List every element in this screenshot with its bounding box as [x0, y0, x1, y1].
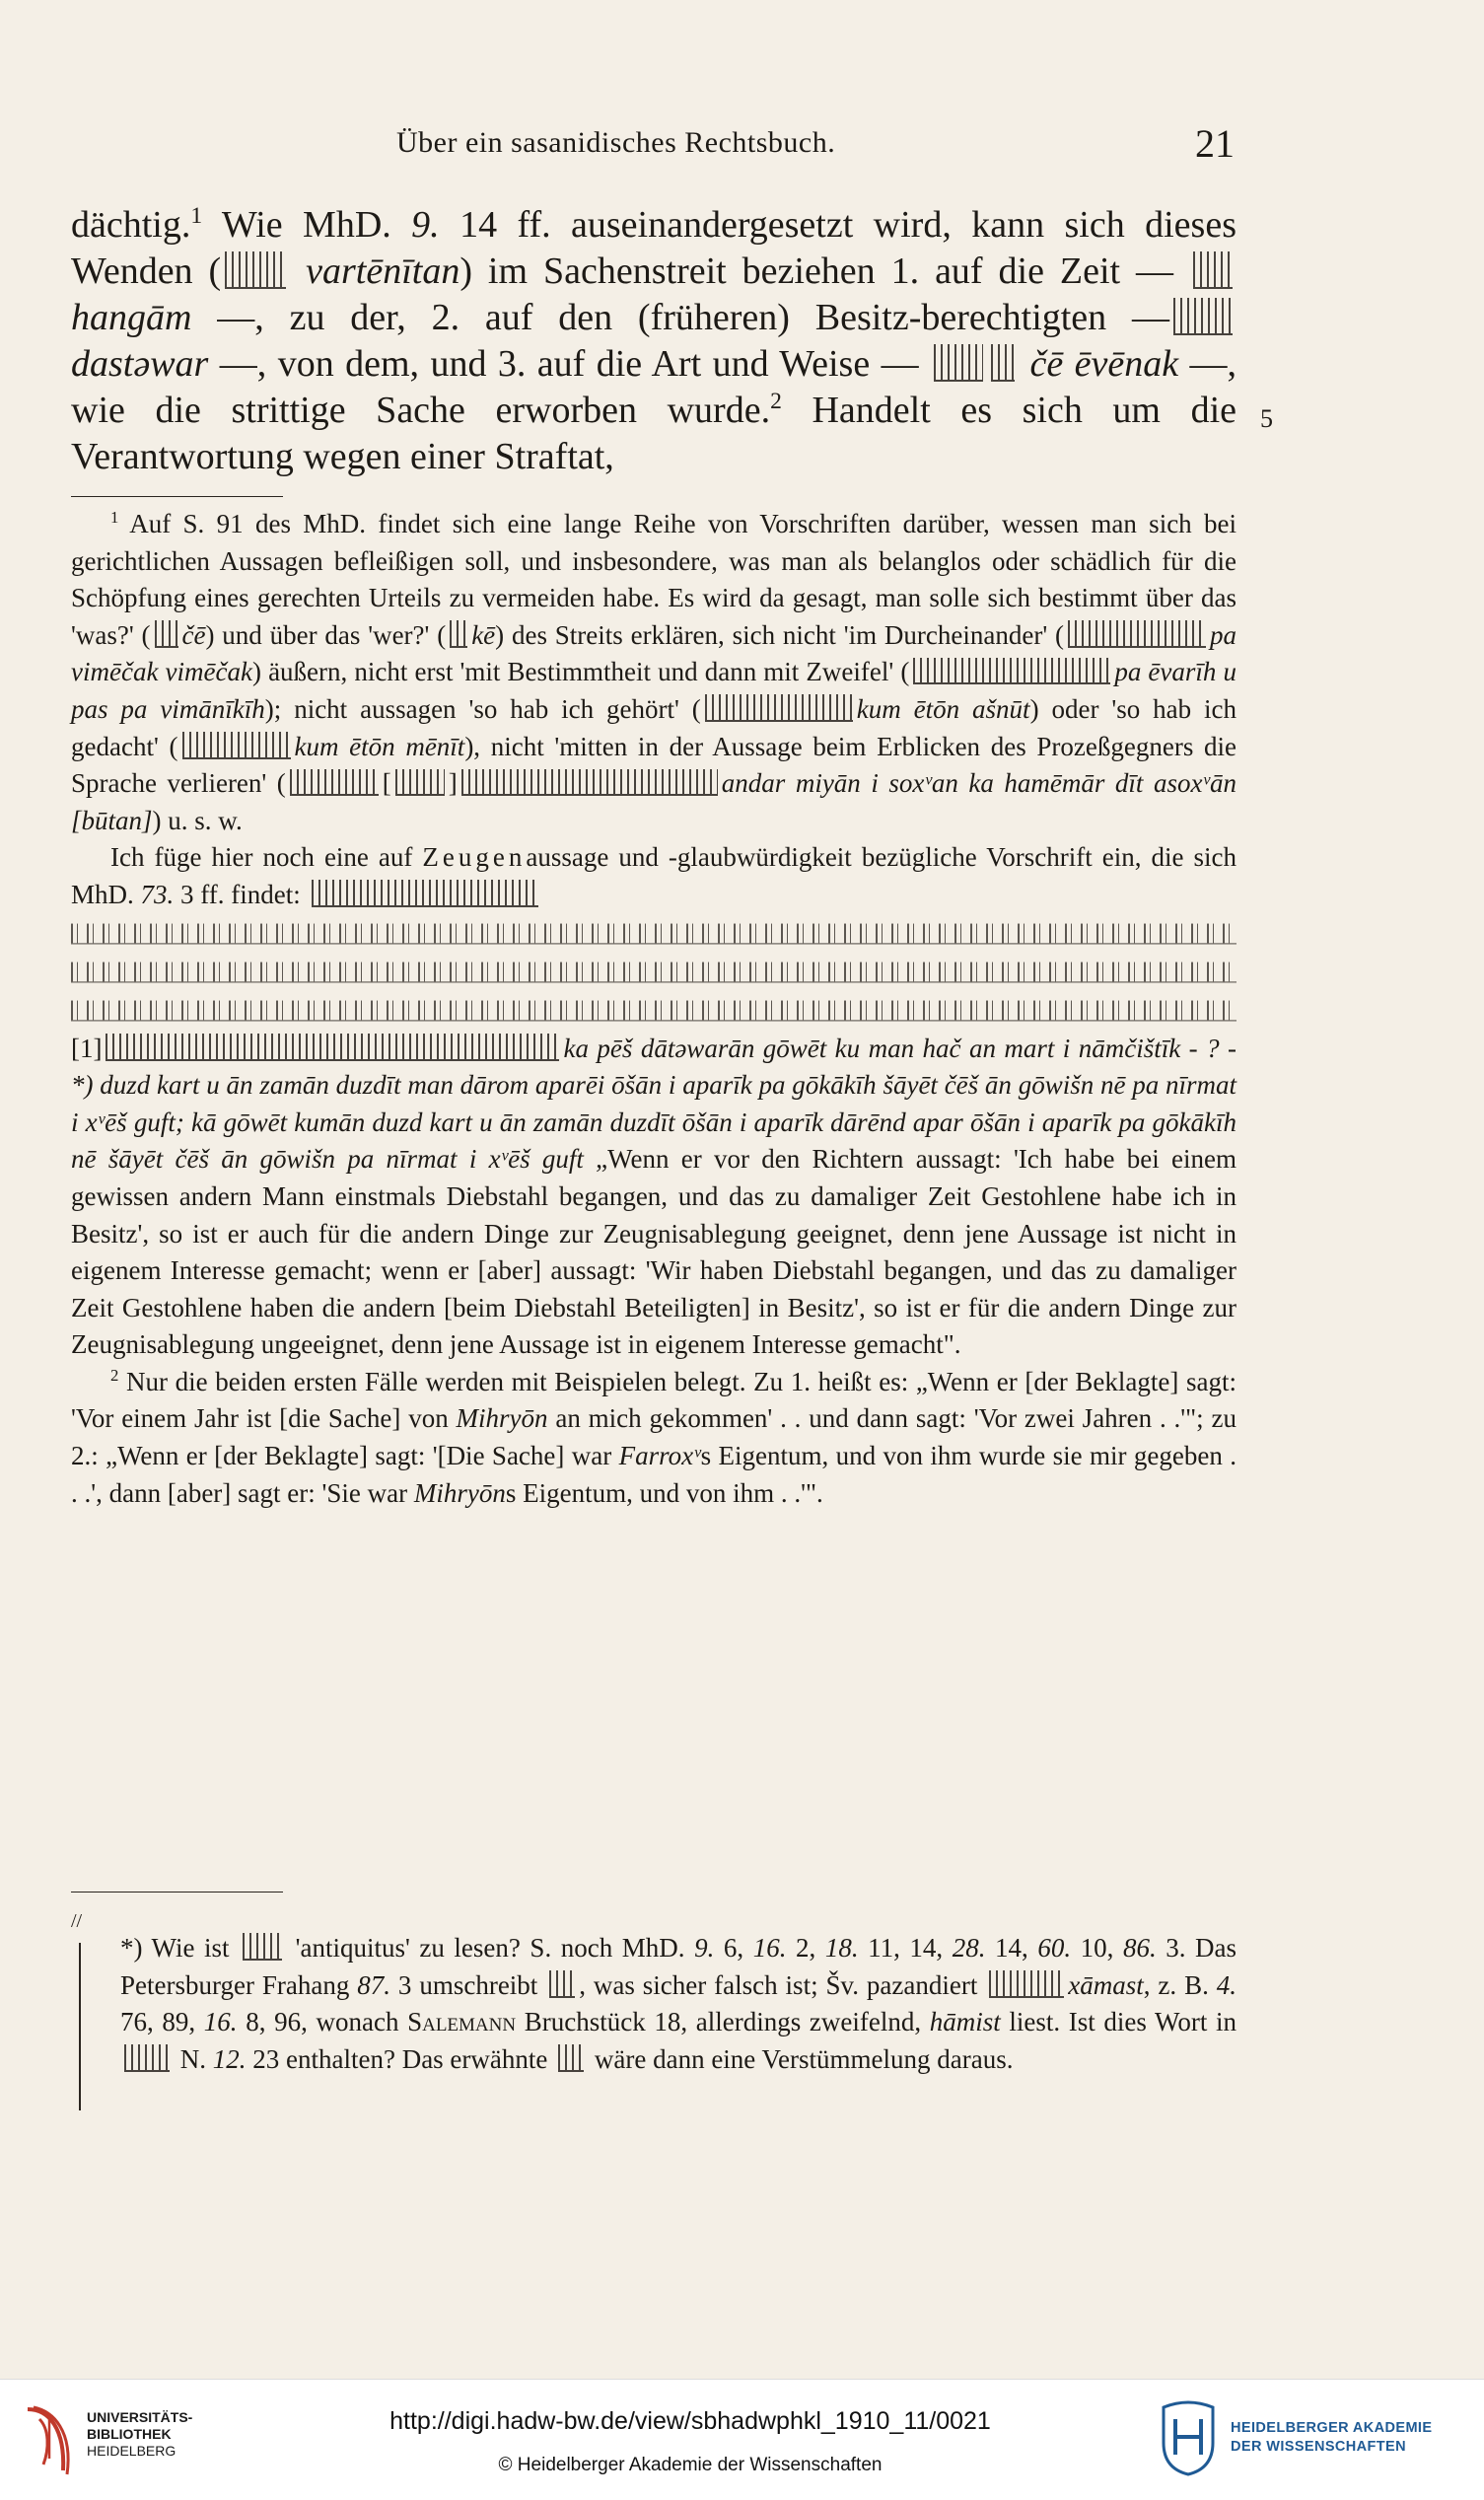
line-number: 5	[1260, 404, 1273, 433]
addendum-note	[71, 1903, 1237, 2105]
pahlavi-glyph	[1193, 251, 1233, 289]
footnotes	[71, 506, 1237, 1512]
pahlavi-glyph	[1068, 620, 1206, 648]
pahlavi-text-line	[71, 923, 1237, 944]
main-paragraph: dächtig.$^1$ Wie MhD. 9. 14 ff. auseinandergesetzt wird, kann sich dieses Wenden ( vartēnītan) im Sachenstreit beziehen 1. auf die Zeit — hangām —, zu der, 2. auf den (früheren) Besitz-berechtigten — dastəwar —, von dem, und 3. auf die Art und Weise — čē ēvēnak —, wie die strittige Sache erworben wurde.$^2$ Handelt es sich um die Verantwortung wegen einer Straftat,	[71, 202, 1237, 477]
footnote-divider	[71, 496, 283, 497]
margin-mark: //	[71, 1910, 83, 1932]
pahlavi-glyph	[124, 2044, 170, 2072]
academy-name: HEIDELBERGER AKADEMIE DER WISSENSCHAFTEN	[1231, 2420, 1433, 2455]
addendum-divider	[71, 1892, 283, 1893]
pahlavi-glyph	[913, 658, 1110, 685]
permalink-url[interactable]: http://digi.hadw-bw.de/view/sbhadwphkl_1910_11/0021	[389, 2407, 991, 2435]
pahlavi-glyph	[991, 344, 1015, 382]
pahlavi-text-line	[71, 1000, 1237, 1021]
pahlavi-glyph	[225, 251, 286, 289]
pahlavi-glyph	[395, 769, 445, 797]
academy-logo-icon	[1154, 2399, 1223, 2478]
pahlavi-glyph	[549, 1970, 575, 1998]
pahlavi-glyph	[290, 769, 379, 797]
university-library-name: UNIVERSITÄTS- BIBLIOTHEK HEIDELBERG	[87, 2409, 193, 2459]
pahlavi-glyph	[989, 1970, 1064, 1998]
footnote-2: $^2$ Nur die beiden ersten Fälle werden mit Beispielen belegt. Zu 1. heißt es: „Wenn er [der Beklagte] sagt: 'Vor einem Jahr ist [die Sache] von Mihryōn an mich gekommen' . . und dann sagt: 'Vor zwei Jahren . .'"; zu 2.: „Wenn er [der Beklagte] sagt: '[Die Sache] war Farroxᵛs Eigentum, und von ihm wurde sie mir gegeben . . .', dann [aber] sagt er: 'Sie war Mihryōns Eigentum, und von ihm . .'".	[71, 1365, 1237, 1508]
footnote-ref-2[interactable]: 2	[770, 388, 782, 414]
pahlavi-glyph	[558, 2044, 584, 2072]
pahlavi-glyph	[461, 769, 718, 797]
pahlavi-text-line	[71, 962, 1237, 982]
addendum-text: *) Wie ist 'antiquitus' zu lesen? S. noch MhD. 9. 6, 16. 2, 18. 11, 14, 28. 14, 60. 10, 86. 3. Das Petersburger Frahang 87. 3 umschreibt , was sicher falsch ist; Šv. pazandiert xāmast, z. B. 4. 76, 89, 16. 8, 96, wonach Salemann Bruchstück 18, allerdings zweifelnd, hāmist liest. Ist dies Wort in N. 12. 23 enthalten? Das erwähnte wäre dann eine Verstümmelung daraus.	[120, 1933, 1237, 2074]
pahlavi-glyph	[1173, 298, 1233, 335]
footnote-1-paragraph-2: Ich füge hier noch eine auf Zeugenaussage und -glaubwürdigkeit bezügliche Vorschrift ein, die sich MhD. 73. 3 ff. findet: [1] ka pēš dātəwarān gōwēt ku man hač an mart i nāmčištīk - ? - *) duzd kart u ān zamān duzdīt man dārom aparēi ōšān i aparīk pa gōkākīh šāyēt čēš ān gōwišn nē pa nīrmat i xᵛēš guft; kā gōwēt kumān duzd kart u ān zamān duzdīt ōšān i aparīk dārēnd apar ōšān i aparīk pa gōkākīh nē šāyēt čēš ān gōwišn pa nīrmat i xᵛēš guft „Wenn er vor den Richtern aussagt: 'Ich habe bei einem gewissen andern Mann einstmals Diebstahl begangen, und das zu damaliger Zeit Gestohlene habe ich in Besitz', so ist er auch für die andern Dinge zur Zeugnisablegung geeignet, denn jene Aussage ist nicht in eigenem Interesse gemacht; wenn er [aber] aussagt: 'Wir haben Diebstahl begangen, und das zu damaliger Zeit Gestohlene haben die andern [beim Diebstahl Beteiligten] in Besitz', so ist er für die andern Dinge zur Zeugnisablegung ungeeignet, denn jene Aussage ist in eigenem Interesse gemacht".	[71, 842, 1237, 1360]
page-number: 21	[1195, 121, 1235, 166]
viewer-footer	[0, 2379, 1484, 2500]
pahlavi-glyph	[934, 344, 983, 382]
main-text	[71, 202, 1237, 480]
pahlavi-glyph	[312, 880, 538, 907]
pahlavi-glyph	[243, 1933, 282, 1961]
footnote-ref-1[interactable]: 1	[190, 202, 203, 229]
running-title: Über ein sasanidisches Rechtsbuch.	[396, 126, 836, 159]
running-header	[71, 121, 1235, 185]
pahlavi-glyph	[450, 620, 467, 648]
copyright-notice: © Heidelberger Akademie der Wissenschaften	[498, 2455, 883, 2475]
pahlavi-glyph	[106, 1034, 559, 1061]
pahlavi-glyph	[182, 732, 291, 759]
footnote-1: $^1$ Auf S. 91 des MhD. findet sich eine lange Reihe von Vorschriften darüber, wessen man sich bei gerichtlichen Aussagen befleißigen soll, und insbesondere, was man als belanglos oder schädlich für die Schöpfung eines gerechten Urteils zu vermeiden habe. Es wird da gesagt, man solle sich bestimmt über das 'was?' ( čē) und über das 'wer?' ( kē) des Streits erklären, sich nicht 'im Durcheinander' ( pa vimēčak vimēčak) äußern, nicht erst 'mit Bestimmtheit und dann mit Zweifel' ( pa ēvarīh u pas pa vimānīkīh); nicht aussagen 'so hab ich gehört' ( kum ētōn ašnūt) oder 'so hab ich gedacht' ( kum ētōn mēnīt), nicht 'mitten in der Aussage beim Erblicken des Prozeßgegners die Sprache verlieren' ( [ ] andar miyān i soxᵛan ka hamēmār dīt asoxᵛān [būtan]) u. s. w.	[71, 507, 1237, 835]
pahlavi-glyph	[705, 694, 853, 722]
margin-bar	[79, 1943, 81, 2110]
pahlavi-glyph	[155, 620, 178, 648]
